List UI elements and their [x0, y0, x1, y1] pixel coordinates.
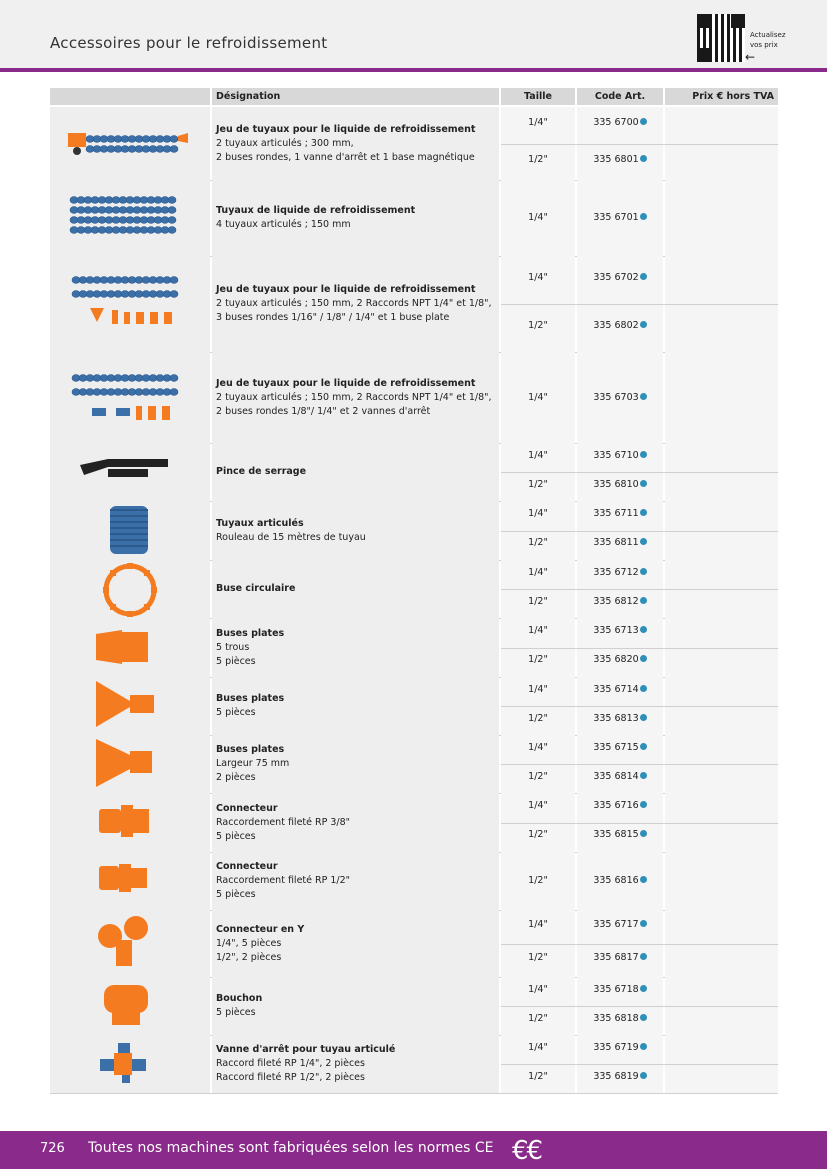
article-code: 335 6702 — [593, 272, 639, 283]
product-detail-line: 2 buses rondes, 1 vanne d'arrêt et 1 base magnétique — [216, 152, 475, 163]
article-code: 335 6717 — [593, 919, 639, 930]
size-value: 1/4" — [528, 508, 548, 519]
article-code: 335 6710 — [593, 450, 639, 461]
product-detail-line: 5 pièces — [216, 707, 256, 718]
article-code-link[interactable] — [577, 799, 663, 813]
article-code: 335 6802 — [593, 320, 639, 331]
info-dot-icon[interactable] — [640, 985, 647, 992]
row-divider — [501, 944, 778, 945]
info-dot-icon[interactable] — [640, 626, 647, 633]
row-divider — [501, 706, 778, 707]
article-code-link[interactable] — [577, 624, 663, 638]
product-title: Pince de serrage — [216, 466, 307, 477]
size-value: 1/4" — [528, 212, 548, 223]
size-value: 1/4" — [528, 450, 548, 461]
article-code: 335 6815 — [593, 829, 639, 840]
article-code: 335 6703 — [593, 392, 639, 403]
info-dot-icon[interactable] — [640, 772, 647, 779]
info-dot-icon[interactable] — [640, 568, 647, 575]
table-row — [50, 501, 778, 561]
size-value: 1/4" — [528, 392, 548, 403]
page-number: 726 — [40, 1141, 65, 1156]
table-row — [50, 735, 778, 794]
article-code-link[interactable] — [577, 449, 663, 463]
product-detail-line: Raccordement fileté RP 3/8" — [216, 817, 351, 828]
table-row — [50, 852, 778, 911]
article-code-link[interactable] — [577, 595, 663, 609]
size-value: 1/4" — [528, 567, 548, 578]
table-row — [50, 677, 778, 736]
article-code-link[interactable] — [577, 1041, 663, 1055]
price-cell — [665, 180, 778, 256]
size-value: 1/2" — [528, 479, 548, 490]
article-code-link[interactable] — [577, 828, 663, 842]
product-image — [50, 977, 210, 1035]
product-description — [212, 443, 499, 501]
product-title: Tuyaux articulés — [216, 518, 304, 529]
product-detail-line: 4 tuyaux articulés ; 150 mm — [216, 219, 351, 230]
info-dot-icon[interactable] — [640, 830, 647, 837]
article-code-link[interactable] — [577, 391, 663, 405]
table-row — [50, 443, 778, 502]
article-code: 335 6718 — [593, 984, 639, 995]
article-code: 335 6810 — [593, 479, 639, 490]
product-title: Connecteur en Y — [216, 924, 305, 935]
article-code-link[interactable] — [577, 507, 663, 521]
article-code: 335 6811 — [593, 537, 639, 548]
info-dot-icon[interactable] — [640, 1072, 647, 1079]
product-detail-line: 2 pièces — [216, 772, 256, 783]
article-code-link[interactable] — [577, 271, 663, 285]
product-description — [212, 107, 499, 180]
size-value: 1/4" — [528, 800, 548, 811]
article-code-link[interactable] — [577, 983, 663, 997]
table-row — [50, 618, 778, 678]
size-value: 1/2" — [528, 1071, 548, 1082]
info-dot-icon[interactable] — [640, 155, 647, 162]
product-image — [50, 852, 210, 910]
article-code-link[interactable] — [577, 566, 663, 580]
product-detail-line: 5 trous — [216, 642, 250, 653]
product-detail-line: Raccordement fileté RP 1/2" — [216, 875, 351, 886]
product-image — [50, 352, 210, 443]
article-code-link[interactable] — [577, 153, 663, 167]
row-divider — [501, 589, 778, 590]
table-header — [50, 88, 778, 105]
article-code-link[interactable] — [577, 653, 663, 667]
product-image — [50, 501, 210, 560]
product-image — [50, 560, 210, 618]
product-detail-line: Raccord fileté RP 1/4", 2 pièces — [216, 1058, 365, 1069]
product-title: Bouchon — [216, 993, 263, 1004]
product-detail-line: Rouleau de 15 mètres de tuyau — [216, 532, 366, 543]
info-dot-icon[interactable] — [640, 953, 647, 960]
row-divider — [501, 764, 778, 765]
product-title: Buse circulaire — [216, 583, 296, 594]
article-code: 335 6813 — [593, 713, 639, 724]
product-image — [50, 180, 210, 256]
info-dot-icon[interactable] — [640, 273, 647, 280]
article-code-link[interactable] — [577, 1070, 663, 1084]
table-row — [50, 793, 778, 853]
product-description — [212, 735, 499, 793]
info-dot-icon[interactable] — [640, 597, 647, 604]
size-value: 1/4" — [528, 272, 548, 283]
product-description — [212, 501, 499, 560]
product-image — [50, 443, 210, 501]
size-value: 1/2" — [528, 875, 548, 886]
info-dot-icon[interactable] — [640, 509, 647, 516]
article-code: 335 6820 — [593, 654, 639, 665]
info-dot-icon[interactable] — [640, 1014, 647, 1021]
product-title: Jeu de tuyaux pour le liquide de refroidissement — [216, 124, 476, 135]
product-title: Connecteur — [216, 861, 278, 872]
size-value: 1/2" — [528, 154, 548, 165]
size-value: 1/4" — [528, 919, 548, 930]
footer-text: Toutes nos machines sont fabriquées selon les normes CE — [88, 1140, 494, 1156]
article-code: 335 6701 — [593, 212, 639, 223]
product-image — [50, 910, 210, 977]
table-row — [50, 180, 778, 257]
article-code-link[interactable] — [577, 116, 663, 130]
qr-note: Actualisez vos prix — [750, 31, 786, 49]
product-title: Buses plates — [216, 628, 285, 639]
page-footer — [0, 1131, 827, 1169]
product-description — [212, 560, 499, 618]
product-image — [50, 793, 210, 852]
product-title: Vanne d'arrêt pour tuyau articulé — [216, 1044, 396, 1055]
page-title: Accessoires pour le refroidissement — [50, 34, 328, 52]
article-code: 335 6818 — [593, 1013, 639, 1024]
row-divider — [501, 1064, 778, 1065]
product-detail-line: Raccord fileté RP 1/2", 2 pièces — [216, 1072, 365, 1083]
product-detail-line: 5 pièces — [216, 889, 256, 900]
article-code: 335 6715 — [593, 742, 639, 753]
info-dot-icon[interactable] — [640, 920, 647, 927]
product-detail-line: 3 buses rondes 1/16" / 1/8" / 1/4" et 1 buse plate — [216, 312, 450, 323]
article-code-link[interactable] — [577, 536, 663, 550]
product-detail-line: 2 tuyaux articulés ; 150 mm, 2 Raccords NPT 1/4" et 1/8", — [216, 298, 492, 309]
size-value: 1/4" — [528, 984, 548, 995]
product-description — [212, 852, 499, 910]
article-code: 335 6801 — [593, 154, 639, 165]
article-code-link[interactable] — [577, 712, 663, 726]
product-description — [212, 1035, 499, 1093]
product-detail-line: 5 pièces — [216, 831, 256, 842]
row-divider — [501, 144, 778, 145]
ce-mark-icon: €€ — [512, 1136, 542, 1166]
product-detail-line: 2 buses rondes 1/8"/ 1/4" et 2 vannes d'arrêt — [216, 406, 431, 417]
info-dot-icon[interactable] — [640, 480, 647, 487]
row-divider — [501, 1006, 778, 1007]
table-row — [50, 977, 778, 1036]
size-value: 1/2" — [528, 596, 548, 607]
article-code-link[interactable] — [577, 319, 663, 333]
product-detail-line: Largeur 75 mm — [216, 758, 290, 769]
column-header-designation: Désignation — [212, 88, 499, 105]
product-title: Buses plates — [216, 744, 285, 755]
product-description — [212, 977, 499, 1035]
article-code: 335 6812 — [593, 596, 639, 607]
product-image — [50, 677, 210, 735]
article-code: 335 6817 — [593, 952, 639, 963]
table-row — [50, 910, 778, 978]
table-row — [50, 107, 778, 181]
article-code: 335 6712 — [593, 567, 639, 578]
info-dot-icon[interactable] — [640, 876, 647, 883]
product-description — [212, 256, 499, 352]
qr-code[interactable] — [697, 14, 745, 62]
info-dot-icon[interactable] — [640, 801, 647, 808]
size-value: 1/4" — [528, 684, 548, 695]
size-value: 1/2" — [528, 654, 548, 665]
row-divider — [501, 531, 778, 532]
product-description — [212, 352, 499, 443]
info-dot-icon[interactable] — [640, 118, 647, 125]
article-code-link[interactable] — [577, 918, 663, 932]
product-description — [212, 180, 499, 256]
size-value: 1/2" — [528, 320, 548, 331]
size-value: 1/2" — [528, 952, 548, 963]
info-dot-icon[interactable] — [640, 714, 647, 721]
article-code-link[interactable] — [577, 770, 663, 784]
product-detail-line: 2 tuyaux articulés ; 150 mm, 2 Raccords NPT 1/4" et 1/8", — [216, 392, 492, 403]
article-code: 335 6719 — [593, 1042, 639, 1053]
article-code-link[interactable] — [577, 683, 663, 697]
article-code-link[interactable] — [577, 211, 663, 225]
product-title: Jeu de tuyaux pour le liquide de refroidissement — [216, 378, 476, 389]
article-code-link[interactable] — [577, 1012, 663, 1026]
row-divider — [501, 648, 778, 649]
product-title: Buses plates — [216, 693, 285, 704]
article-code-link[interactable] — [577, 741, 663, 755]
article-code: 335 6711 — [593, 508, 639, 519]
table-row — [50, 560, 778, 619]
product-detail-line: 1/4", 5 pièces — [216, 938, 282, 949]
size-value: 1/2" — [528, 829, 548, 840]
product-image — [50, 1035, 210, 1093]
product-description — [212, 793, 499, 852]
price-cell — [665, 852, 778, 910]
info-dot-icon[interactable] — [640, 743, 647, 750]
product-title: Connecteur — [216, 803, 278, 814]
size-value: 1/2" — [528, 1013, 548, 1024]
info-dot-icon[interactable] — [640, 685, 647, 692]
product-image — [50, 256, 210, 352]
info-dot-icon[interactable] — [640, 321, 647, 328]
product-detail-line: 5 pièces — [216, 1007, 256, 1018]
row-divider — [501, 472, 778, 473]
size-value: 1/2" — [528, 771, 548, 782]
article-code: 335 6819 — [593, 1071, 639, 1082]
article-code: 335 6816 — [593, 875, 639, 886]
article-code: 335 6814 — [593, 771, 639, 782]
header-accent-bar — [0, 68, 827, 72]
product-image — [50, 618, 210, 677]
article-code: 335 6716 — [593, 800, 639, 811]
article-code-link[interactable] — [577, 874, 663, 888]
product-detail-line: 1/2", 2 pièces — [216, 952, 282, 963]
size-value: 1/4" — [528, 742, 548, 753]
info-dot-icon[interactable] — [640, 393, 647, 400]
table-row — [50, 1035, 778, 1094]
size-value: 1/4" — [528, 1042, 548, 1053]
column-header-size: Taille — [501, 88, 575, 105]
price-cell — [665, 352, 778, 443]
column-header-price: Prix € hors TVA — [665, 88, 778, 105]
product-description — [212, 910, 499, 977]
article-code-link[interactable] — [577, 951, 663, 965]
info-dot-icon[interactable] — [640, 655, 647, 662]
article-code: 335 6713 — [593, 625, 639, 636]
product-detail-line: 5 pièces — [216, 656, 256, 667]
article-code: 335 6714 — [593, 684, 639, 695]
size-value: 1/2" — [528, 713, 548, 724]
size-value: 1/4" — [528, 117, 548, 128]
size-value: 1/2" — [528, 537, 548, 548]
row-divider — [501, 304, 778, 305]
article-code: 335 6700 — [593, 117, 639, 128]
info-dot-icon[interactable] — [640, 451, 647, 458]
header-image-cell — [50, 88, 210, 105]
article-code-link[interactable] — [577, 478, 663, 492]
product-description — [212, 677, 499, 735]
info-dot-icon[interactable] — [640, 1043, 647, 1050]
product-table — [50, 88, 778, 1083]
product-image — [50, 107, 210, 180]
product-detail-line: 2 tuyaux articulés ; 300 mm, — [216, 138, 354, 149]
arrow-icon: ← — [745, 50, 756, 64]
info-dot-icon[interactable] — [640, 213, 647, 220]
row-divider — [501, 823, 778, 824]
info-dot-icon[interactable] — [640, 538, 647, 545]
table-row — [50, 352, 778, 444]
column-header-code: Code Art. — [577, 88, 663, 105]
product-title: Tuyaux de liquide de refroidissement — [216, 205, 416, 216]
product-description — [212, 618, 499, 677]
product-title: Jeu de tuyaux pour le liquide de refroidissement — [216, 284, 476, 295]
product-image — [50, 735, 210, 793]
table-row — [50, 256, 778, 353]
size-value: 1/4" — [528, 625, 548, 636]
